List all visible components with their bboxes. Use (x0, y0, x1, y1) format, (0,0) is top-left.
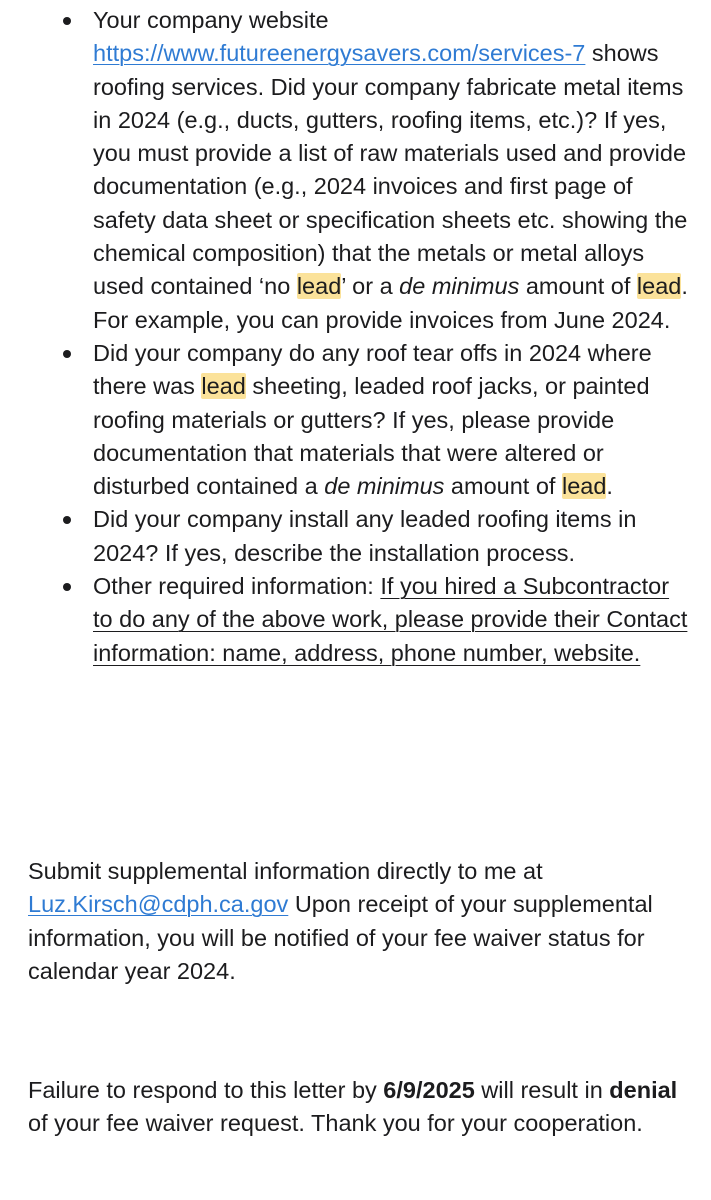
highlighted-term: lead (296, 273, 342, 300)
list-item-installation (0, 503, 711, 570)
paragraph-text: Upon receipt of your supplemental information, you will be notified of your fee waiver status for calendar year 2024. (28, 891, 653, 984)
item-text: Your company website (93, 7, 329, 33)
paragraph-text: will result in (474, 1077, 610, 1103)
item-text: amount of (519, 273, 637, 300)
item-text: amount of (444, 473, 562, 500)
italic-term: de minimus (324, 473, 445, 500)
item-text: ’ or a (341, 273, 400, 300)
bullet-dot (63, 17, 71, 25)
highlighted-term: lead (201, 373, 246, 400)
email-link[interactable]: Luz.Kirsch@cdph.ca.gov (28, 891, 289, 918)
paragraph-text: of your fee waiver request. Thank you for your cooperation. (28, 1110, 643, 1137)
item-text: sheeting, leaded roof jacks, or painted roofing materials or gutters? If yes, please provide documentation that materials that were altered or disturbed contained a (93, 373, 650, 500)
subcontractor-requirement: If you hired a Subcontractor to do any of the above work, please provide their Contact information: name, address, phone number, website. (93, 573, 688, 666)
failure-paragraph (28, 1074, 698, 1141)
item-text: Did your company do any roof tear offs in 2024 where there was (93, 339, 652, 400)
item-text: . (606, 473, 613, 500)
highlighted-term: lead (561, 473, 607, 500)
deadline-date: 6/9/2025 (383, 1077, 475, 1103)
denial-term: denial (609, 1077, 678, 1103)
italic-term: de minimus (399, 273, 520, 300)
paragraph-text: Submit supplemental information directly to me at (28, 858, 543, 884)
website-link[interactable]: https://www.futureenergysavers.com/services-7 (93, 40, 586, 67)
highlighted-term: lead (636, 273, 682, 300)
paragraph-text: Failure to respond to this letter by (28, 1077, 384, 1103)
bullet-dot (63, 583, 71, 591)
item-text: Other required information: (93, 573, 381, 600)
requirements-list (0, 4, 711, 670)
submit-paragraph (28, 855, 698, 988)
item-text: Did your company install any leaded roofing items in 2024? If yes, describe the installation process. (93, 506, 637, 566)
list-item-fabrication (0, 4, 711, 337)
list-item-other-info (0, 570, 711, 670)
bullet-dot (63, 350, 71, 358)
bullet-dot (63, 516, 71, 524)
item-text: shows roofing services. Did your company fabricate metal items in 2024 (e.g., ducts, gutters, roofing items, etc.)? If yes, you must provide a list of raw materials used and provide documentation (e.g., 2024 invoices and first page of safety data sheet or specification sheets etc. showing the chemical composition) that the metals or metal alloys used contained ‘no (93, 40, 688, 300)
list-item-tear-offs (0, 337, 711, 503)
item-text: . For example, you can provide invoices from June 2024. (93, 273, 688, 333)
